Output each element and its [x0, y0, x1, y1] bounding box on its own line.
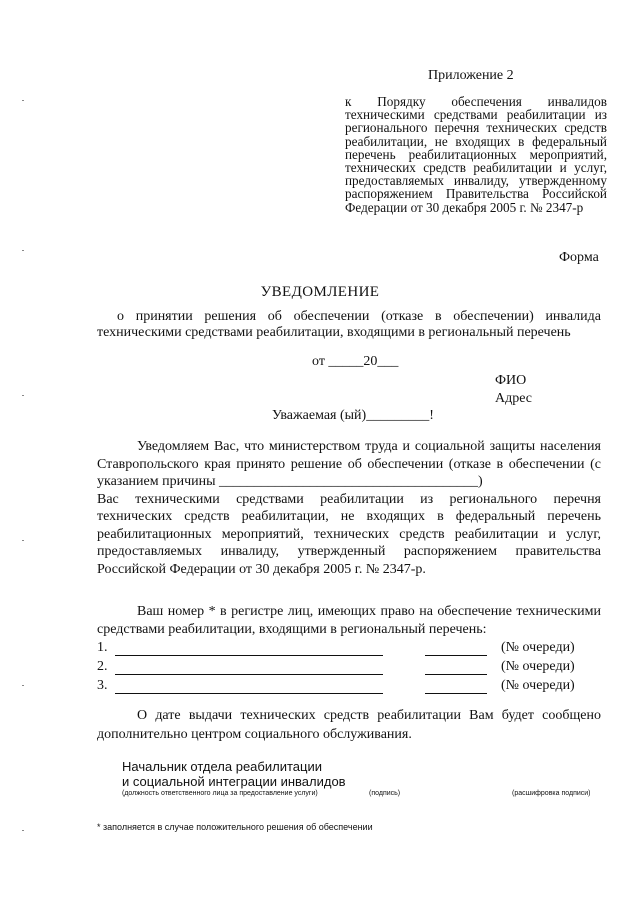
caption-signature: (подпись): [369, 790, 401, 797]
greeting: Уважаемая (ый)_________!: [272, 408, 434, 423]
queue-row-number: 3.: [97, 678, 108, 693]
queue-row-label: (№ очереди): [501, 659, 575, 674]
recipient-name-label: ФИО: [495, 373, 527, 388]
queue-row-number-line[interactable]: [425, 655, 487, 656]
queue-row: [97, 640, 601, 658]
queue-row-number: 1.: [97, 640, 108, 655]
signer-line-1: Начальник отдела реабилитации: [122, 759, 322, 774]
queue-row-number-line[interactable]: [425, 693, 487, 694]
queue-row-number: 2.: [97, 659, 108, 674]
queue-row-label: (№ очереди): [501, 640, 575, 655]
scan-speck: [22, 830, 24, 831]
queue-row: [97, 678, 601, 696]
scan-speck: [22, 395, 24, 396]
appendix-reference: к Порядку обеспечения инвалидов техническими средствами реабилитации из регионального перечня технических средств реабилитации, не входящих в федеральный перечень реабилитационных мероприятий, технических средств реабилитации и услуг, предоставляемых инвалиду, утвержденному распоряжением Правительства Российской Федерации от 30 декабря 2005 г. № 2347-р: [345, 94, 607, 215]
queue-row-label: (№ очереди): [501, 678, 575, 693]
document-subtitle: о принятии решения об обеспечении (отказе в обеспечении) инвалида техническими средствами реабилитации, входящими в региональный перечень: [97, 309, 601, 340]
scan-speck: [22, 250, 24, 251]
queue-row-entry-line[interactable]: [115, 674, 383, 675]
notice-paragraph-part1: Уведомляем Вас, что министерством труда и социальной защиты населения Ставропольского края принято решение об обеспечении (отказе в обеспечении (с указанием причины _____________________________________): [97, 439, 601, 489]
notice-paragraph-part2: Вас техническими средствами реабилитации из регионального перечня технических средств реабилитации, не входящих в федеральный перечень реабилитационных мероприятий, технических средств реабилитации и услуг, предоставляемых инвалиду, утвержденный распоряжением правительства Российской Федерации от 30 декабря 2005 г. № 2347-р.: [97, 491, 601, 577]
scan-speck: [22, 540, 24, 541]
document-title: УВЕДОМЛЕНИЕ: [260, 284, 380, 300]
footnote: * заполняется в случае положительного решения об обеспечении: [97, 822, 373, 832]
queue-row-entry-line[interactable]: [115, 655, 383, 656]
queue-row: [97, 659, 601, 677]
signer-block: [122, 759, 346, 789]
signer-line-2: и социальной интеграции инвалидов: [122, 774, 346, 789]
recipient-address-label: Адрес: [495, 391, 533, 406]
appendix-title: Приложение 2: [428, 68, 514, 83]
date-line: от _____20___: [312, 354, 399, 369]
queue-row-entry-line[interactable]: [115, 693, 383, 694]
notice-paragraph: [97, 438, 601, 578]
form-label: Форма: [559, 250, 599, 265]
closing-paragraph: О дате выдачи технических средств реабилитации Вам будет сообщено дополнительно центром социального обслуживания.: [97, 708, 601, 742]
caption-decoding: (расшифровка подписи): [512, 790, 591, 797]
scan-speck: [22, 100, 24, 101]
scan-speck: [22, 685, 24, 686]
register-paragraph: Ваш номер * в регистре лиц, имеющих право на обеспечение техническими средствами реабилитации, входящими в региональный перечень:: [97, 604, 601, 637]
caption-position: (должность ответственного лица за предоставление услуги): [122, 790, 318, 797]
queue-row-number-line[interactable]: [425, 674, 487, 675]
